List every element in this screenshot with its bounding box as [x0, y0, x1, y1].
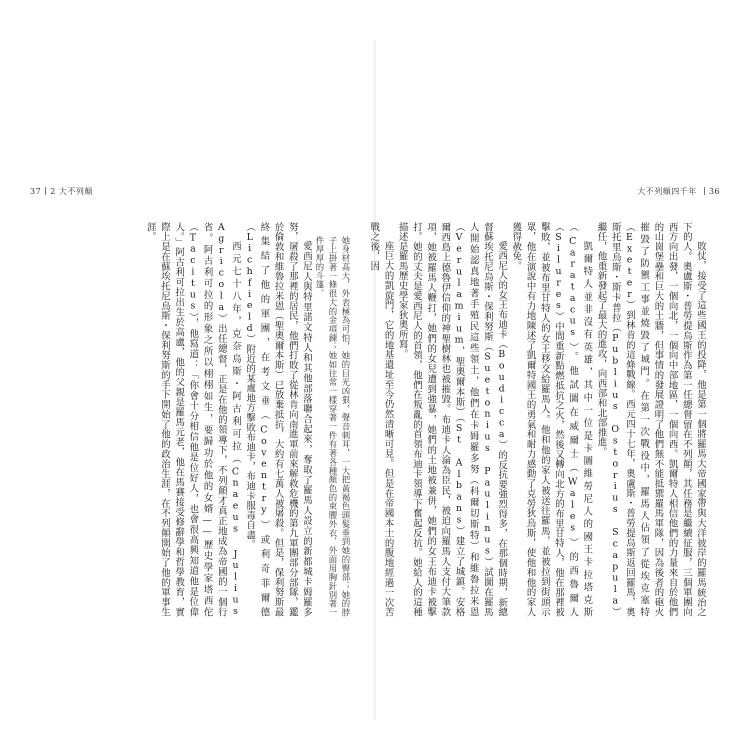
book-spread — [22, 40, 728, 720]
right-running-title: 大不列顛四千年 — [637, 187, 697, 196]
right-page-number: 36 — [708, 187, 720, 196]
paragraph: 凱爾特人並非沒有英雄，其中一位是卡圖維勞尼人的國王卡拉塔克斯（Caratacus）。他試圖在威爾士（Wales）的西魯爾人（Silures）中間重新點燃抵抗之火，然後又轉向北方的布里甘特人，他在那裡被擊敗，並被布里甘特人的女王移交給羅馬人。他和他的家人被送往羅馬，並被拉到街頭示眾，他在演說中有力地陳述了凱爾特國王的勇氣和耐力感動了克勞狄烏斯，使他和他的家人獲得赦免。 — [510, 222, 593, 617]
left-page-number: 37 — [30, 187, 42, 196]
left-page-text — [52, 222, 352, 617]
header-divider — [704, 187, 705, 195]
paragraph: 座巨大的凱旋門，它的地基遺址至今仍然清晰可見。但是在帝國本土的腹地經過一次苦戰之後，因 — [368, 222, 394, 617]
paragraph: 愛西尼人的女王布迪卡（Boudicca）的反抗要強烈得多，在那個時期，新總督蘇埃托尼烏斯・保利努斯（Suetonius Paulinus）試圖在羅馬人開始認真地著手殖民這些領土，他們在卡姆羅多努（科爾切斯特）和維魯拉米恩（Verulamium，聖奧爾本斯）（St Albans）建立了城鎮。安格爾西島上德魯伊信仰的神聖樹林也被摧毀。布迪卡人淪為臣民，被迫向羅馬人支付大筆款項，她被羅馬人鞭打，她們的女兒遭到強暴，她們的土地被兼併，她們的女王布迪卡被擊打。她的丈夫是愛西尼人的首領，他們在叛亂的首領布迪卡領導下奮起反抗。她給人的這種描述是羅馬歷史學家狄奧所寫。 — [396, 222, 508, 617]
right-page-text — [368, 222, 707, 617]
paragraph: 敗仗，接受了這些國王的投降，他是第一個將羅馬大帝國家帶與大洋彼岸的羅馬統治之下的人。奧盧斯・普勞提烏斯作為第一任總督留在不列顛，其任務是繼續征服，三個軍團向西方向出發，一個向北，一個向中部地區，一個向西。凱爾特人相信他們的力量來自於他們的山崗堡壘和巨大的土牆，但事情的發展證明了他們無不能抵禦羅馬軍隊，因為後者的砲火摧毀了防禦工事並燒毀了城門。在第一次戰役中，羅馬人佔領了從埃克塞特（Exeter）到林肯的這條戰線。西元四十七年，奧盧斯・普勞提烏斯返回羅馬，奧斯托里烏斯・斯卡普拉（Publius Ostorius Scapula）繼任，他重新發起了最大的進攻，向西部和北部推進。 — [595, 222, 706, 617]
left-running-header — [30, 186, 93, 197]
quote-block: 她身材高大，外表極為可怕，她的目光凶狠，聲音刺耳，一大把黃褐色頭髮垂到她的臀部；她的脖子上掛著一條很大的金項鍊；她如往常一樣穿著一件有著各種顏色的束腰外衣，外面用胸針別著一件厚厚的斗篷。 — [315, 236, 351, 617]
header-divider — [45, 187, 46, 195]
left-chapter-number: 2 — [50, 187, 56, 196]
right-page-body — [368, 222, 707, 622]
left-page-body — [52, 222, 352, 622]
right-running-header — [637, 186, 720, 197]
left-running-title: 大不列顛 — [58, 187, 93, 196]
paragraph: 西元七十八年，克奈烏斯・阿古利可拉（Cnaeus Julius Agricola）出任總督，正是在他的領導下，不列顛才真正地成為帝國的一個行省。阿古利可拉的形象之所以栩栩如生，要歸功於他的女婿——歷史學家塔西佗（Tacitus），他寫道：「你會十分相信他是位好人，也會很高興知道他是位偉人。」阿古利可拉出生於高盧，他的父親是羅馬元老，他在馬賽接受修辭學和哲學教育，實際上是在蘇埃托尼烏斯・保利努斯的手下開始了他的政治生涯，在不列顛開始了他的軍事生涯。 — [144, 222, 241, 617]
paragraph: 愛西尼人與特里諾文特人和其他部落聯合起來，奪取了羅馬人設立的新都城卡姆羅多努，屠殺了那裡的居民，他們打敗了從林肯向南進軍前來解救危機的第九軍團部分部隊，鑑於倫敦和維魯拉米恩（聖奧爾本斯）已放棄抵抗，大約有七萬人被屠殺。但是，保利努斯最終集結了他的軍團，在考文垂（Coventry）或利奇菲爾德（Lichfield）附近的某處地方擊敗布迪卡，布迪卡服毒自盡。 — [244, 222, 312, 617]
